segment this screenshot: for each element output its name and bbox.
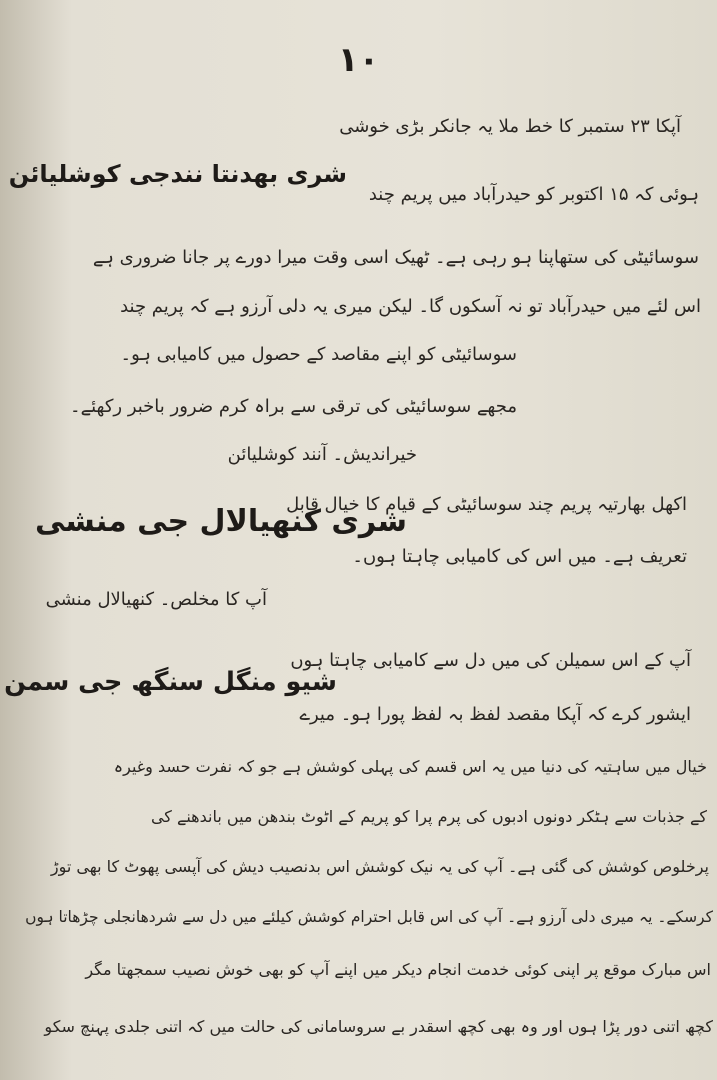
letter-1-line-4: اس لئے میں حیدرآباد تو نہ آسکوں گا۔ لیکن میری یہ دلی آرزو ہے کہ پریم چند [120, 296, 701, 317]
letter-2-line-2: تعریف ہے۔ میں اس کی کامیابی چاہتا ہوں۔ [352, 546, 687, 567]
letter-3-line-5: پرخلوص کوشش کی گئی ہے۔ آپ کی یہ نیک کوشش اس بدنصیب دیش کی آپسی پھوٹ کا بھی توڑ [50, 857, 709, 876]
letter-3-line-7: اس مبارک موقع پر اپنی کوئی خدمت انجام دیکر میں اپنے آپ کو بھی خوش نصیب سمجھتا مگر [85, 960, 711, 979]
letter-1-line-2: ہوئی کہ ۱۵ اکتوبر کو حیدرآباد میں پریم چند [368, 184, 699, 205]
letter-2-heading: شری کنھیالال جی منشی [34, 504, 407, 539]
letter-1-line-5: سوسائیٹی کو اپنے مقاصد کے حصول میں کامیابی ہو۔ [120, 344, 517, 365]
letter-3-line-4: کے جذبات سے ہٹکر دونوں ادبوں کی پرم پرا کو پریم کے اٹوٹ بندھن میں باندھنے کی [150, 807, 707, 826]
letter-3-line-1: آپ کے اس سمیلن کی میں دل سے کامیابی چاہتا ہوں [290, 650, 691, 671]
letter-1-line-6: مجھے سوسائیٹی کی ترقی سے براہ کرم ضرور باخبر رکھئے۔ [70, 396, 517, 417]
letter-1-line-1: آپکا ۲۳ ستمبر کا خط ملا یہ جانکر بڑی خوشی [339, 116, 681, 137]
letter-3-line-6: کرسکے۔ یہ میری دلی آرزو ہے۔ آپ کی اس قابل احترام کوشش کیلئے میں دل سے شردھانجلی چڑھاتا ہوں [25, 908, 713, 926]
letter-3-line-3: خیال میں ساہتیہ کی دنیا میں یہ اس قسم کی پہلی کوشش ہے جو کہ نفرت حسد وغیرہ [113, 757, 707, 776]
letter-1-line-3: سوسائیٹی کی ستھاپنا ہو رہی ہے۔ ٹھیک اسی وقت میرا دورے پر جانا ضروری ہے [92, 247, 699, 268]
letter-3-line-2: ایشور کرے کہ آپکا مقصد لفظ بہ لفظ پورا ہو۔ میرے [299, 704, 691, 725]
letter-2-line-1: اکھل بھارتیہ پریم چند سوسائیٹی کے قیام کا خیال قابل [286, 494, 687, 515]
letter-1-heading: شری بھدنتا نندجی کوشلیائن [8, 160, 347, 188]
letter-2-signature: آپ کا مخلص۔ کنھیالال منشی [45, 589, 267, 610]
letter-1-signature: خیراندیش۔ آنند کوشلیائن [227, 444, 417, 465]
letter-3-line-8: کچھ اتنی دور پڑا ہوں اور وہ بھی کچھ اسقدر بے سروسامانی کی حالت میں کہ اتنی جلدی پہنچ سکو [44, 1017, 713, 1036]
page-number: ۱۰ [337, 40, 380, 80]
letter-3-heading: شیو منگل سنگھ جی سمن [4, 667, 337, 697]
